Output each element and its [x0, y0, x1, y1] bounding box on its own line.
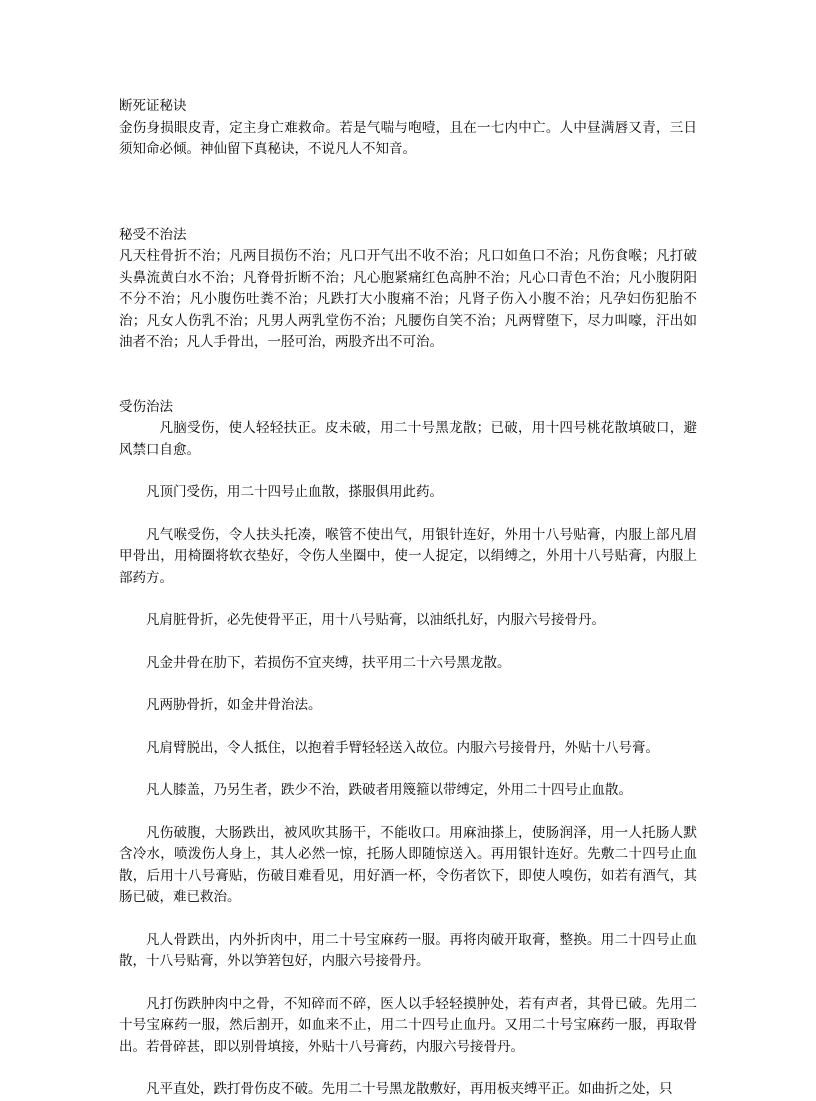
spacer [119, 759, 697, 780]
treatment-paragraph: 凡平直处，跌打骨伤皮不破。先用二十号黑龙散敷好，再用板夹缚平正。如曲折之处，只 [146, 1081, 673, 1097]
spacer [119, 674, 697, 695]
treatment-paragraph: 凡打伤跌肿肉中之骨，不知碎而不碎，医人以手轻轻摸肿处，若有声者，其骨已破。先用二十号宝麻药一服，然后割开，如血来不止，用二十四号止血丹。又用二十号宝麻药一服，再取骨出。若骨碎甚，即以别骨填接，外贴十八号膏药，内服六号接骨丹。 [119, 995, 697, 1055]
spacer [119, 461, 697, 482]
treatment-paragraph: 凡人骨跌出，内外折肉中，用二十号宝麻药一服。再将肉破开取膏，整换。用二十四号止血散，十八号贴膏，外以笋箬包好，内服六号接骨丹。 [119, 931, 697, 969]
spacer [119, 802, 697, 823]
spacer [119, 204, 697, 225]
spacer [119, 717, 697, 738]
section-title-treatment: 受伤治法 [119, 398, 173, 415]
treatment-paragraph: 凡肩脏骨折，必先使骨平正，用十八号贴膏，以油纸扎好，内服六号接骨丹。 [146, 612, 605, 628]
treatment-paragraph: 凡顶门受伤，用二十四号止血散，搽服俱用此药。 [146, 484, 443, 500]
document-page [119, 96, 697, 1101]
death-signs-text: 金伤身损眼皮青，定主身亡难救命。若是气喘与咆噎，且在一七内中亡。人中昼满唇又青，三日须知命必倾。神仙留下真秘诀，不说凡人不知音。 [119, 119, 697, 157]
section-title-untreatable: 秘受不治法 [119, 226, 187, 243]
spacer [119, 354, 697, 397]
treatment-paragraph: 凡肩臂脱出，令人抵住，以抱着手臂轻轻送入故位。内服六号接骨丹，外贴十八号膏。 [146, 739, 659, 756]
spacer [119, 973, 697, 994]
treatment-paragraph: 凡两胁骨折，如金井骨治法。 [146, 697, 322, 713]
spacer [119, 589, 697, 610]
treatment-paragraph: 凡人膝盖，乃另生者，跌少不治，跌破者用篾箍以带缚定，外用二十四号止血散。 [146, 782, 632, 798]
treatment-paragraph: 凡气喉受伤，令人扶头托凑，喉管不使出气，用银针连好，外用十八号贴膏，内服上部凡眉甲骨出，用椅圈将软衣垫好，令伤人坐圈中，使一人捉定，以绢缚之，外用十八号贴膏，内服上部药方。 [119, 526, 697, 586]
spacer [119, 632, 697, 653]
spacer [119, 909, 697, 930]
treatment-paragraph: 凡伤破腹，大肠跌出，被风吹其肠干，不能收口。用麻油搽上，使肠润泽，用一人托肠人默含冷水，喷泼伤人身上，其人必然一惊，托肠人即随惊送入。再用银针连好。先敷二十四号止血散，后用十八号膏贴，伤破目难看见，用好酒一杯，令伤者饮下，即使人嗅伤，如若有酒气，其肠已破，难已救治。 [119, 824, 697, 905]
section-title-death-signs: 断死证秘诀 [119, 98, 187, 114]
treatment-paragraph: 凡金井骨在肋下，若损伤不宜夹缚，扶平用二十六号黑龙散。 [146, 654, 511, 671]
spacer [119, 504, 697, 525]
spacer [119, 161, 697, 204]
treatment-paragraph: 凡脑受伤，使人轻轻扶正。皮未破，用二十号黑龙散；已破，用十四号桃花散填破口，避风禁口自愈。 [119, 420, 697, 458]
spacer [119, 1058, 697, 1079]
untreatable-text: 凡天柱骨折不治；凡两目损伤不治；凡口开气出不收不治；凡口如鱼口不治；凡伤食喉；凡打破头鼻流黄白水不治；凡脊骨折断不治；凡心胞紧痛红色高肿不治；凡心口青色不治；凡小腹阴阳不分不治；凡小腹伤吐粪不治；凡跌打大小腹痛不治；凡肾子伤入小腹不治；凡孕妇伤犯胎不治；凡女人伤乳不治；凡男人两乳堂伤不治；凡腰伤自笑不治；凡两臂堕下，尽力叫嚎，汗出如油者不治；凡人手骨出，一胫可治，两股齐出不可治。 [119, 248, 697, 350]
